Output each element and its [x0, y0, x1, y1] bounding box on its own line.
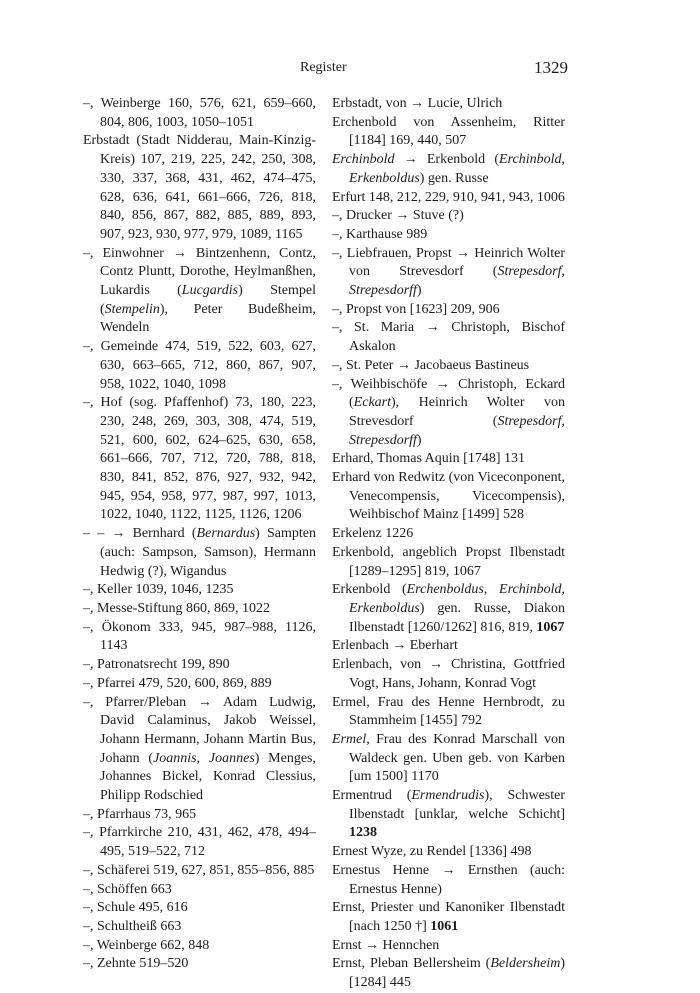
index-entry: Erlenbach, von → Christina, Gottfried Vogt, Hans, Johann, Konrad Vogt: [332, 657, 565, 691]
index-entry: –, Propst von [1623] 209, 906: [332, 301, 500, 317]
index-entry: Erhard von Redwitz (von Viceconponent, Venecompensis, Vicecompensis), Weihbischof Mainz [1499] 528: [332, 470, 565, 523]
index-column-right: [332, 95, 565, 993]
index-entry: Ernest Wyze, zu Rendel [1336] 498: [332, 844, 532, 860]
index-entry: –, Weinberge 160, 576, 621, 659–660, 804, 806, 1003, 1050–1051: [83, 96, 316, 130]
index-entry: –, Karthause 989: [332, 226, 428, 242]
index-entry: Ernst → Hennchen: [332, 937, 440, 953]
index-entry: Erhard, Thomas Aquin [1748] 131: [332, 451, 525, 467]
index-entry: Erbstadt (Stadt Nidderau, Main-Kinzig-Kreis) 107, 219, 225, 242, 250, 308, 330, 337, 368, 431, 462, 474–475, 628, 636, 641, 661–666, 726, 818, 840, 856, 867, 882, 885, 889, 893, 907, 923, 930, 977, 979, 1089, 1165: [83, 133, 316, 242]
index-entry: Erkenbold (Erchenboldus, Erchinbold, Erkenboldus) gen. Russe, Diakon Ilbenstadt [1260/1262] 816, 819, 1067: [332, 582, 565, 635]
index-entry: –, St. Peter → Jacobaeus Bastineus: [332, 357, 530, 373]
index-entry: Erkelenz 1226: [332, 526, 414, 542]
index-entry: –, Liebfrauen, Propst → Heinrich Wolter von Strevesdorf (Strepesdorf, Strepesdorff): [332, 245, 565, 299]
index-entry: Erbstadt, von → Lucie, Ulrich: [332, 96, 503, 111]
running-head: Register: [300, 60, 347, 75]
index-entry: Erchenbold von Assenheim, Ritter [1184] 169, 440, 507: [332, 114, 565, 149]
index-entry: Ermentrud (Ermendrudis), Schwester Ilbenstadt [unklar, welche Schicht] 1238: [332, 788, 566, 841]
index-entry: –, Gemeinde 474, 519, 522, 603, 627, 630, 663–665, 712, 860, 867, 907, 958, 1022, 1040, 1098: [83, 339, 316, 392]
index-entry: Erlenbach → Eberhart: [332, 638, 458, 654]
index-entry: Ernestus Henne → Ernsthen (auch: Ernestus Henne): [332, 862, 565, 897]
page-number: 1329: [534, 58, 568, 77]
index-entry: –, Pfarrhaus 73, 965: [83, 806, 197, 822]
index-entry: –, Schöffen 663: [83, 881, 172, 897]
index-entry: –, Pfarrkirche 210, 431, 462, 478, 494–495, 519–522, 712: [83, 825, 316, 860]
index-entry: –, Zehnte 519–520: [83, 956, 189, 972]
index-entry: Ernst, Pleban Bellersheim (Beldersheim) [1284] 445: [332, 956, 565, 991]
index-entry: Ermel, Frau des Henne Hernbrodt, zu Stammheim [1455] 792: [332, 694, 565, 729]
index-entry: –, Einwohner → Bintzenhenn, Contz, Contz Pluntt, Dorothe, Heylmanßhen, Lukardis (Lucgardis) Stempel (Stempelin), Peter Budeßheim, Wendeln: [83, 245, 316, 336]
index-entry: –, Weihbischöfe → Christoph, Eckard (Eckart), Heinrich Wolter von Strevesdorf (Strepesdorf, Strepesdorff): [332, 376, 565, 448]
index-entry: –, Pfarrei 479, 520, 600, 869, 889: [83, 675, 272, 691]
index-entry: –, Schule 495, 616: [83, 900, 188, 916]
index-entry: –, Weinberge 662, 848: [83, 937, 210, 953]
index-column-left: [83, 95, 316, 974]
index-entry: –, Patronatsrecht 199, 890: [83, 657, 230, 673]
index-entry: –, Schäferei 519, 627, 851, 855–856, 885: [83, 862, 315, 878]
index-entry: –, St. Maria → Christoph, Bischof Askalon: [332, 320, 565, 355]
index-entry: –, Pfarrer/Pleban → Adam Ludwig, David Calaminus, Jakob Weissel, Johann Hermann, Johann Martin Bus, Johann (Joannis, Joannes) Menges, Johannes Bickel, Konrad Clessius, Philipp Rodschied: [83, 694, 317, 804]
index-entry: – – → Bernhard (Bernardus) Sampten (auch: Sampson, Samson), Hermann Hedwig (?), Wigandus: [83, 526, 316, 579]
index-entry: Erfurt 148, 212, 229, 910, 941, 943, 1006: [332, 189, 565, 205]
index-entry: Erkenbold, angeblich Propst Ilbenstadt [1289–1295] 819, 1067: [332, 544, 565, 579]
index-entry: –, Hof (sog. Pfaffenhof) 73, 180, 223, 230, 248, 269, 303, 308, 474, 519, 521, 600, 602, 624–625, 630, 658, 661–666, 707, 712, 720, 788, 818, 830, 841, 852, 876, 927, 932, 942, 945, 954, 958, 977, 987, 997, 1013, 1022, 1040, 1122, 1125, 1126, 1206: [83, 395, 316, 523]
index-entry: –, Schultheiß 663: [83, 918, 182, 934]
index-entry: –, Messe-Stiftung 860, 869, 1022: [83, 600, 271, 616]
index-entry: Erchinbold → Erkenbold (Erchinbold, Erkenboldus) gen. Russe: [332, 152, 565, 186]
index-entry: –, Keller 1039, 1046, 1235: [83, 582, 234, 598]
index-entry: Ernst, Priester und Kanoniker Ilbenstadt [nach 1250 †] 1061: [332, 900, 565, 934]
index-entry: –, Drucker → Stuve (?): [332, 208, 464, 224]
index-entry: –, Ökonom 333, 945, 987–988, 1126, 1143: [83, 619, 316, 654]
index-entry: Ermel, Frau des Konrad Marschall von Waldeck gen. Uben geb. von Karben [um 1500] 1170: [332, 731, 565, 785]
